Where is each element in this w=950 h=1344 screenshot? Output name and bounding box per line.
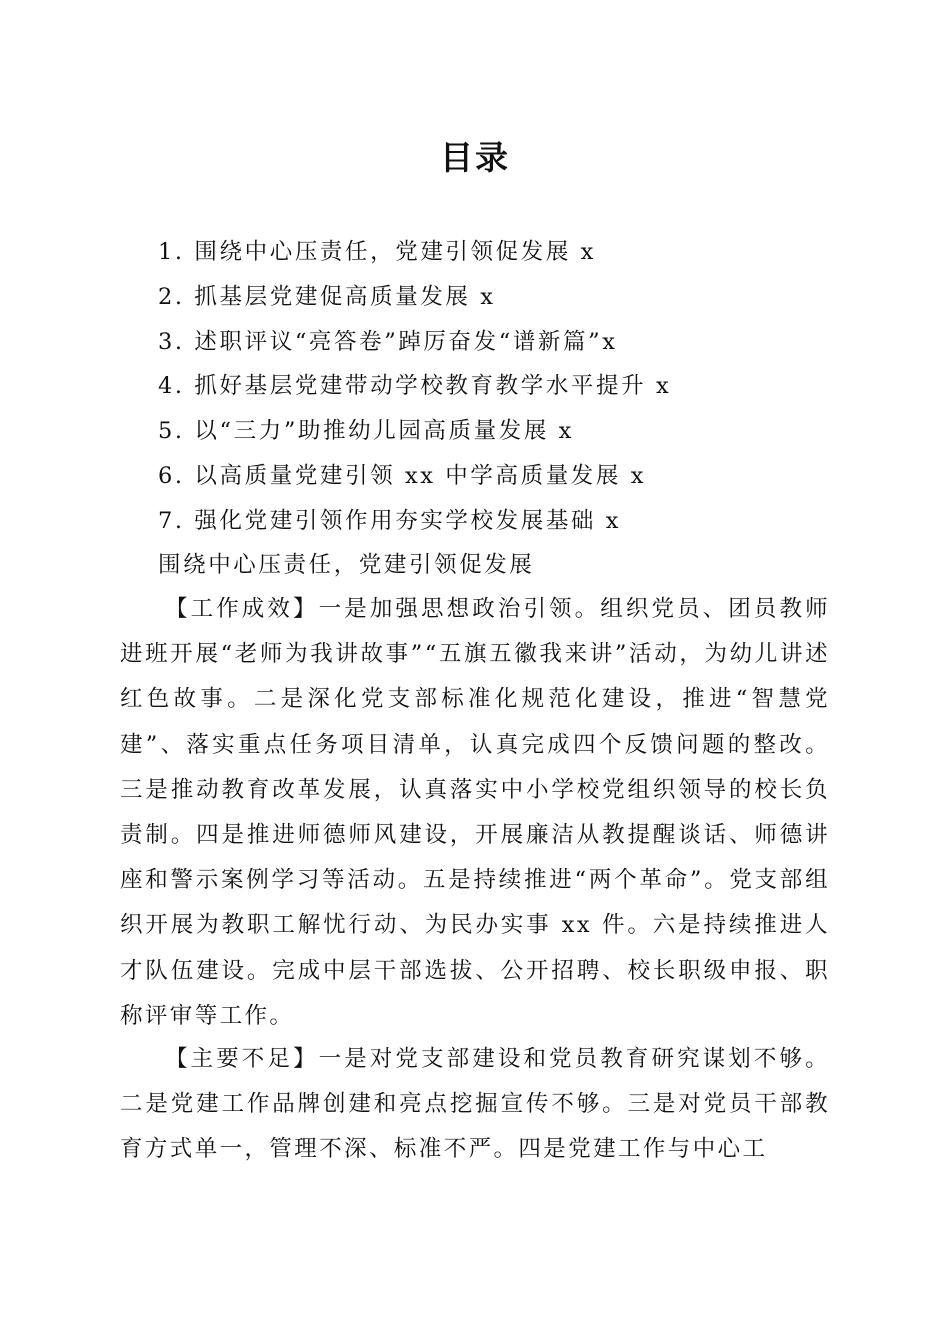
page-title: 目录 xyxy=(440,138,510,177)
paragraph-work-results: 【工作成效】一是加强思想政治引领。组织党员、团员教师进班开展“老师为我讲故事”“五旗五徽我来讲”活动，为幼儿讲述红色故事。二是深化党支部标准化规范化建设，推进“智慧党建”、落实重点任务项目清单，认真完成四个反馈问题的整改。三是推动教育改革发展，认真落实中小学校党组织领导的校长负责制。四是推进师德师风建设，开展廉洁从教提醒谈话、师德讲座和警示案例学习等活动。五是持续推进“两个革命”。党支部组织开展为教职工解忧行动、为民办实事 xx 件。六是持续推进人才队伍建设。完成中层干部选拔、公开招聘、校长职级申报、职称评审等工作。 xyxy=(120,596,830,1029)
toc-item: 7. 强化党建引领作用夯实学校发展基础 x xyxy=(158,507,622,534)
toc-item: 5. 以“三力”助推幼儿园高质量发展 x xyxy=(158,418,574,445)
toc-item: 1. 围绕中心压责任，党建引领促发展 x xyxy=(158,239,596,265)
toc-item: 2. 抓基层党建促高质量发展 x xyxy=(158,283,496,310)
toc-item: 6. 以高质量党建引领 xx 中学高质量发展 x xyxy=(158,462,647,489)
paragraph-shortcomings: 【主要不足】一是对党支部建设和党员教育研究谋划不够。二是党建工作品牌创建和亮点挖掘宣传不够。三是对党员干部教育方式单一，管理不深、标准不严。四是党建工作与中心工 xyxy=(120,1046,830,1163)
table-of-contents xyxy=(158,230,671,544)
toc-item: 3. 述职评议“亮答卷”踔厉奋发“谱新篇”x xyxy=(158,328,618,355)
section-heading: 围绕中心压责任，党建引领促发展 xyxy=(158,552,535,578)
toc-item: 4. 抓好基层党建带动学校教育教学水平提升 x xyxy=(158,373,672,400)
